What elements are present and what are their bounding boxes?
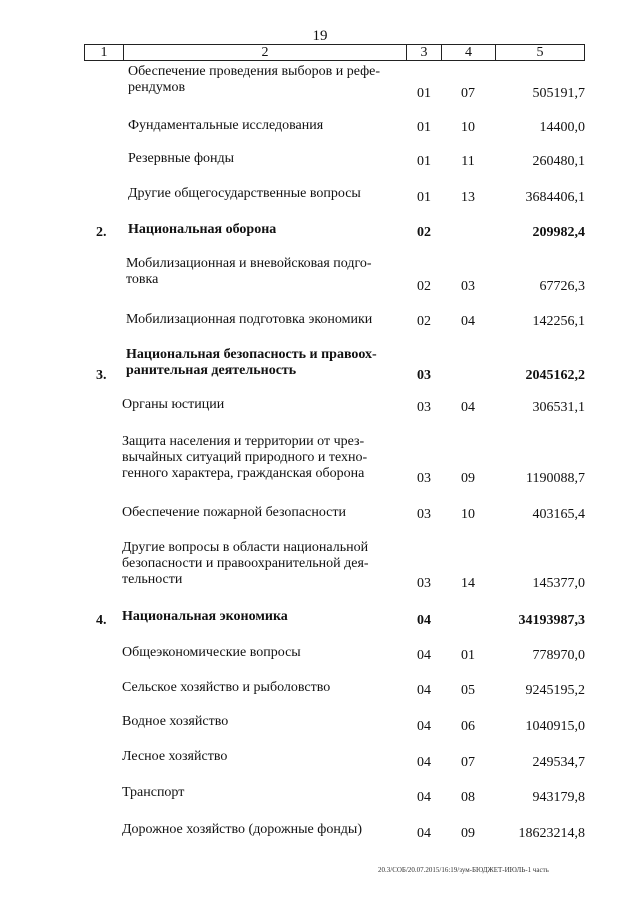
row-section-code: 01 [417, 86, 431, 101]
row-subsection-code: 05 [461, 683, 475, 698]
row-subsection-code: 07 [461, 755, 475, 770]
row-amount: 249534,7 [532, 755, 585, 770]
row-name: Национальная экономика [122, 609, 288, 624]
row-subsection-code: 09 [461, 471, 475, 486]
row-amount: 403165,4 [532, 507, 585, 522]
row-amount: 145377,0 [532, 576, 585, 591]
row-subsection-code: 01 [461, 648, 475, 663]
header-col-4: 4 [441, 44, 496, 61]
row-subsection-code: 10 [461, 507, 475, 522]
row-amount: 14400,0 [539, 120, 585, 135]
row-section-code: 04 [417, 790, 431, 805]
row-subsection-code: 08 [461, 790, 475, 805]
row-subsection-code: 11 [461, 154, 475, 169]
row-subsection-code: 04 [461, 314, 475, 329]
row-section-code: 04 [417, 683, 431, 698]
row-amount: 18623214,8 [518, 826, 585, 841]
row-section-code: 03 [417, 507, 431, 522]
row-number: 4. [96, 613, 107, 628]
row-name: Дорожное хозяйство (дорожные фонды) [122, 822, 363, 837]
row-amount: 142256,1 [532, 314, 585, 329]
row-name: Сельское хозяйство и рыболовство [122, 680, 331, 695]
row-name: Другие вопросы в области национальной безопасности и правоохранительной дея- тельности [122, 540, 369, 587]
row-subsection-code: 14 [461, 576, 475, 591]
row-section-code: 04 [417, 826, 431, 841]
row-name: Фундаментальные исследования [128, 118, 324, 133]
row-section-code: 02 [417, 279, 431, 294]
row-subsection-code: 07 [461, 86, 475, 101]
row-name: Обеспечение пожарной безопасности [122, 505, 347, 520]
row-section-code: 01 [417, 154, 431, 169]
row-amount: 9245195,2 [525, 683, 585, 698]
header-col-1: 1 [84, 44, 124, 61]
footer-code: 20.3/СОБ/20.07.2015/16:19/зум-БЮДЖЕТ-ИЮЛЬ-1 часть [378, 866, 549, 874]
row-section-code: 01 [417, 120, 431, 135]
row-section-code: 03 [417, 368, 431, 383]
row-amount: 306531,1 [532, 400, 585, 415]
row-name: Другие общегосударственные вопросы [128, 186, 361, 201]
row-amount: 260480,1 [532, 154, 585, 169]
row-section-code: 04 [417, 648, 431, 663]
row-section-code: 04 [417, 755, 431, 770]
row-number: 2. [96, 225, 107, 240]
row-section-code: 02 [417, 225, 431, 240]
row-amount: 34193987,3 [518, 613, 585, 628]
row-amount: 943179,8 [532, 790, 585, 805]
row-amount: 2045162,2 [525, 368, 585, 383]
row-name: Транспорт [122, 785, 185, 800]
row-name: Лесное хозяйство [122, 749, 228, 764]
row-section-code: 03 [417, 471, 431, 486]
row-subsection-code: 03 [461, 279, 475, 294]
header-col-3: 3 [406, 44, 442, 61]
row-amount: 1190088,7 [526, 471, 585, 486]
row-subsection-code: 09 [461, 826, 475, 841]
row-name: Защита населения и территории от чрез- вычайных ситуаций природного и техно- генного характера, гражданская оборона [122, 434, 368, 481]
row-section-code: 03 [417, 400, 431, 415]
row-name: Органы юстиции [122, 397, 225, 412]
row-amount: 3684406,1 [525, 190, 585, 205]
row-amount: 67726,3 [539, 279, 585, 294]
row-section-code: 03 [417, 576, 431, 591]
row-section-code: 04 [417, 719, 431, 734]
row-name: Национальная оборона [128, 222, 277, 237]
row-name: Общеэкономические вопросы [122, 645, 301, 660]
row-name: Национальная безопасность и правоох- ранительная деятельность [126, 347, 377, 378]
row-subsection-code: 06 [461, 719, 475, 734]
row-name: Мобилизационная и вневойсковая подго- товка [126, 256, 372, 287]
header-col-5: 5 [495, 44, 585, 61]
row-amount: 778970,0 [532, 648, 585, 663]
row-amount: 1040915,0 [525, 719, 585, 734]
row-number: 3. [96, 368, 107, 383]
row-section-code: 04 [417, 613, 431, 628]
row-section-code: 02 [417, 314, 431, 329]
row-name: Резервные фонды [128, 151, 235, 166]
row-section-code: 01 [417, 190, 431, 205]
row-name: Обеспечение проведения выборов и рефе- рендумов [128, 64, 381, 95]
header-col-2: 2 [123, 44, 407, 61]
row-amount: 209982,4 [532, 225, 585, 240]
row-subsection-code: 13 [461, 190, 475, 205]
page-number: 19 [312, 28, 328, 44]
row-amount: 505191,7 [532, 86, 585, 101]
row-name: Мобилизационная подготовка экономики [126, 312, 373, 327]
row-name: Водное хозяйство [122, 714, 229, 729]
row-subsection-code: 04 [461, 400, 475, 415]
row-subsection-code: 10 [461, 120, 475, 135]
